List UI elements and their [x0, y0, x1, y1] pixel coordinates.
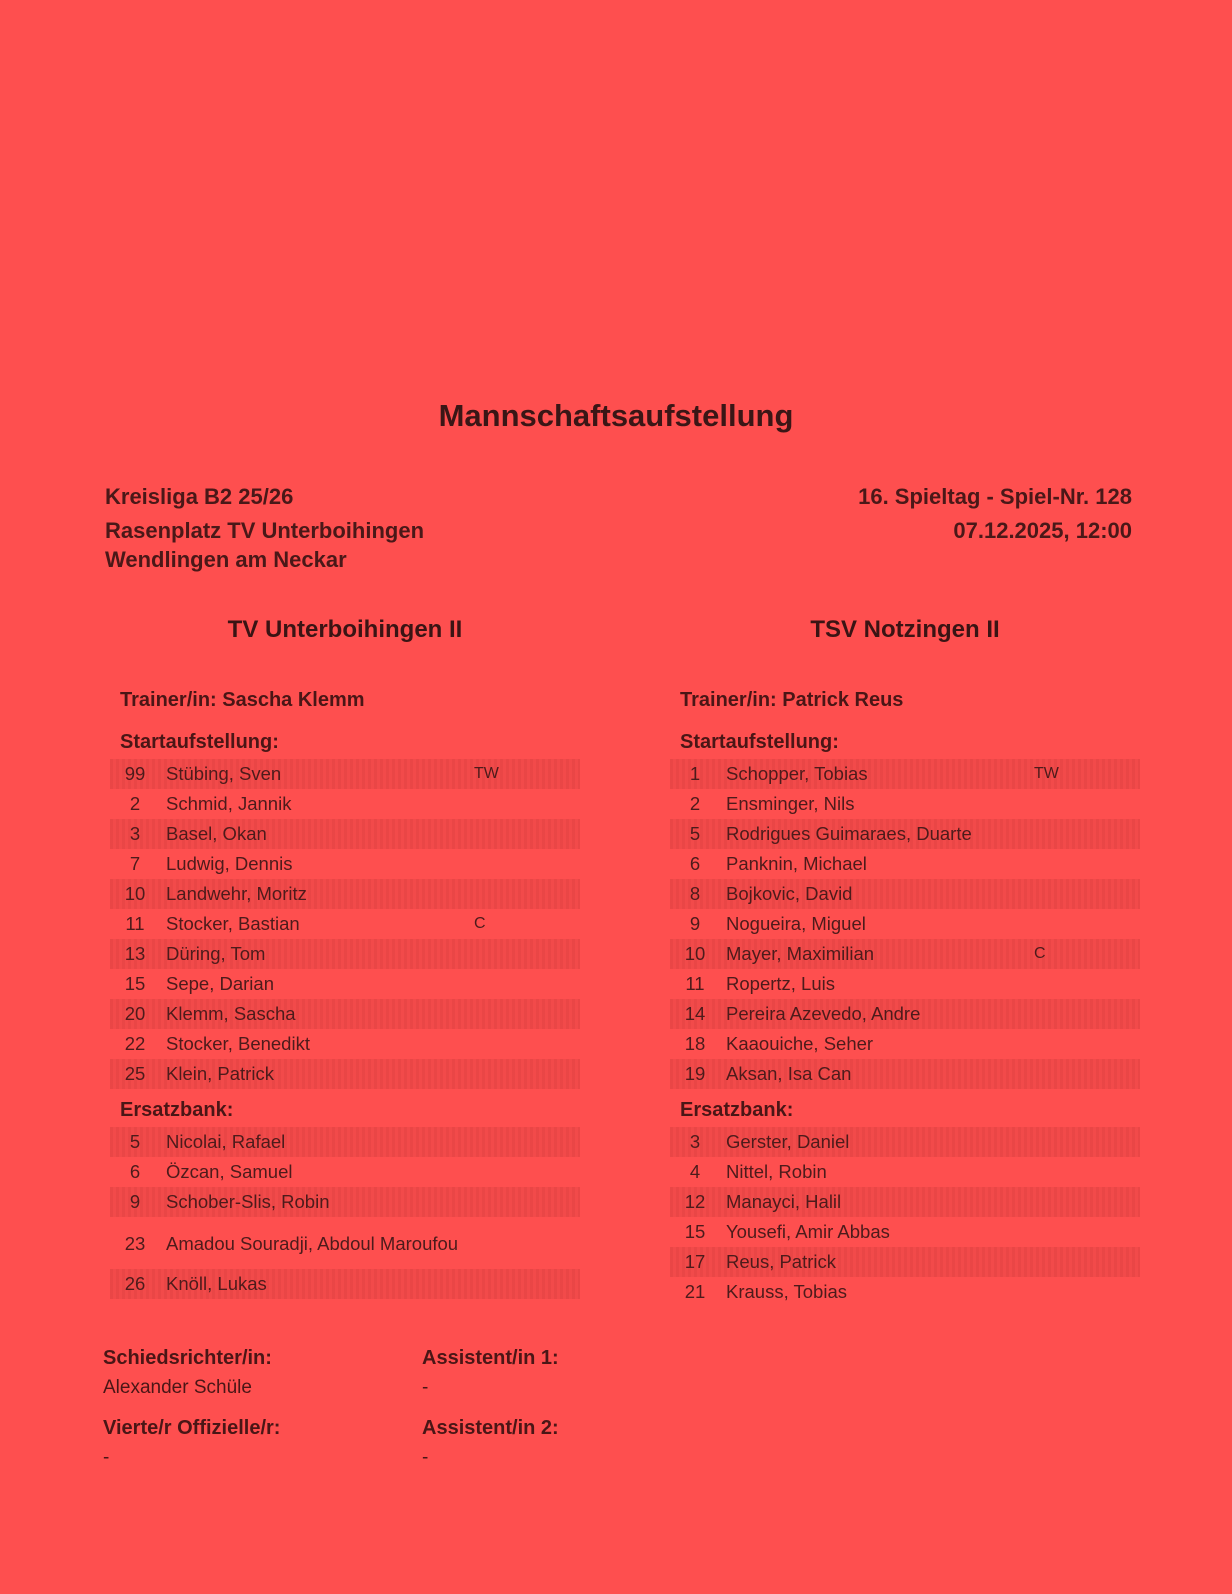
player-number: 4 — [689, 1161, 701, 1182]
away-team-lineup — [670, 615, 1140, 1307]
player-number: 25 — [124, 1063, 146, 1084]
player-number: 15 — [124, 973, 146, 994]
player-number: 5 — [129, 1131, 141, 1152]
player-name: Düring, Tom — [166, 943, 266, 964]
player-name: Kaaouiche, Seher — [726, 1033, 874, 1054]
player-number: 22 — [124, 1033, 146, 1054]
player-name: Basel, Okan — [166, 823, 267, 844]
venue-city: Wendlingen am Neckar — [105, 547, 347, 572]
referee-label: Schiedsrichter/in: — [103, 1347, 272, 1369]
player-number: 11 — [125, 913, 145, 934]
player-number: 19 — [684, 1063, 706, 1084]
venue-name: Rasenplatz TV Unterboihingen — [105, 518, 425, 543]
player-row — [670, 999, 1140, 1029]
match-info-left — [105, 480, 424, 578]
fourth-official-label: Vierte/r Offizielle/r: — [103, 1417, 281, 1439]
page-title: Mannschaftsaufstellung — [438, 398, 794, 433]
player-row — [670, 1217, 1140, 1247]
player-row — [670, 789, 1140, 819]
player-number: 10 — [124, 883, 146, 904]
player-name: Pereira Azevedo, Andre — [726, 1003, 921, 1024]
player-name: Ropertz, Luis — [726, 973, 835, 994]
assistant1-name: - — [422, 1377, 429, 1398]
player-number: 6 — [129, 1161, 141, 1182]
player-number: 3 — [689, 1131, 701, 1152]
player-name: Schmid, Jannik — [166, 793, 292, 814]
player-name: Ludwig, Dennis — [166, 853, 293, 874]
player-number: 1 — [689, 763, 701, 784]
player-row — [110, 939, 580, 969]
assistant1-label: Assistent/in 1: — [422, 1347, 559, 1369]
player-number: 15 — [684, 1221, 706, 1242]
player-row — [110, 999, 580, 1029]
player-row — [670, 1059, 1140, 1089]
away-starters-list — [670, 759, 1140, 1089]
player-row — [110, 1269, 580, 1299]
player-row — [670, 969, 1140, 999]
player-number: 12 — [684, 1191, 706, 1212]
player-role: C — [474, 915, 486, 932]
player-name: Knöll, Lukas — [166, 1273, 267, 1294]
officials-right — [422, 1343, 559, 1483]
player-role: C — [1034, 945, 1046, 962]
player-row — [670, 1127, 1140, 1157]
player-name: Krauss, Tobias — [726, 1281, 847, 1302]
player-row — [670, 849, 1140, 879]
home-bench-heading: Ersatzbank: — [120, 1099, 234, 1121]
player-name: Amadou Souradji, Abdoul Maroufou — [166, 1232, 459, 1254]
player-row — [670, 1247, 1140, 1277]
home-team-lineup — [110, 615, 580, 1299]
player-role: TW — [474, 765, 499, 782]
player-row — [670, 1277, 1140, 1307]
player-number: 21 — [684, 1281, 706, 1302]
league-name: Kreisliga B2 25/26 — [105, 484, 294, 509]
referee-name: Alexander Schüle — [103, 1377, 252, 1398]
player-name: Klein, Patrick — [166, 1063, 274, 1084]
player-row — [110, 759, 580, 789]
player-name: Sepe, Darian — [166, 973, 274, 994]
player-name: Nogueira, Miguel — [726, 913, 866, 934]
player-row — [670, 1029, 1140, 1059]
home-trainer: Trainer/in: Sascha Klemm — [120, 689, 365, 711]
player-row — [670, 1157, 1140, 1187]
player-name: Bojkovic, David — [726, 883, 853, 904]
away-bench-heading: Ersatzbank: — [680, 1099, 794, 1121]
player-row — [670, 909, 1140, 939]
player-row — [110, 1127, 580, 1157]
player-row — [110, 879, 580, 909]
player-name: Nittel, Robin — [726, 1161, 827, 1182]
player-number: 14 — [684, 1003, 706, 1024]
player-name: Panknin, Michael — [726, 853, 867, 874]
player-number: 13 — [124, 943, 146, 964]
player-name: Mayer, Maximilian — [726, 943, 875, 964]
player-name: Aksan, Isa Can — [726, 1063, 852, 1084]
assistant2-name: - — [422, 1447, 429, 1468]
player-number: 7 — [129, 853, 141, 874]
player-row — [110, 1157, 580, 1187]
away-trainer: Trainer/in: Patrick Reus — [680, 689, 904, 711]
player-name: Gerster, Daniel — [726, 1131, 850, 1152]
player-name: Ensminger, Nils — [726, 793, 855, 814]
player-number: 20 — [124, 1003, 146, 1024]
player-name: Özcan, Samuel — [166, 1161, 293, 1182]
player-row — [110, 849, 580, 879]
home-bench-list — [110, 1127, 580, 1299]
player-number: 11 — [685, 973, 705, 994]
match-datetime: 07.12.2025, 12:00 — [953, 518, 1132, 543]
player-number: 17 — [684, 1251, 706, 1272]
match-info-right — [858, 480, 1132, 548]
player-row — [110, 819, 580, 849]
player-row — [110, 909, 580, 939]
player-name: Klemm, Sascha — [166, 1003, 296, 1024]
assistant2-label: Assistent/in 2: — [422, 1417, 559, 1439]
player-name: Stocker, Bastian — [166, 913, 300, 934]
player-row — [110, 789, 580, 819]
player-name: Manayci, Halil — [726, 1191, 842, 1212]
player-name: Yousefi, Amir Abbas — [726, 1221, 890, 1242]
player-number: 9 — [689, 913, 701, 934]
fourth-official-name: - — [103, 1447, 110, 1468]
home-starters-list — [110, 759, 580, 1089]
player-row — [110, 969, 580, 999]
player-name: Stocker, Benedikt — [166, 1033, 310, 1054]
player-number: 9 — [129, 1191, 141, 1212]
player-number: 26 — [124, 1273, 146, 1294]
player-row — [110, 1187, 580, 1217]
player-row — [110, 1029, 580, 1059]
matchday: 16. Spieltag - Spiel-Nr. 128 — [858, 484, 1132, 509]
home-starters-heading: Startaufstellung: — [120, 731, 279, 753]
officials-left — [103, 1343, 280, 1483]
player-role: TW — [1034, 765, 1059, 782]
player-number: 18 — [684, 1033, 706, 1054]
player-row — [670, 1187, 1140, 1217]
player-row — [670, 879, 1140, 909]
player-name: Stübing, Sven — [166, 763, 282, 784]
player-name: Rodrigues Guimaraes, Duarte — [726, 823, 972, 844]
player-name: Reus, Patrick — [726, 1251, 837, 1272]
player-name: Nicolai, Rafael — [166, 1131, 286, 1152]
player-number: 99 — [124, 763, 146, 784]
player-number: 2 — [129, 793, 141, 814]
player-row — [670, 939, 1140, 969]
player-number: 2 — [689, 793, 701, 814]
player-number: 6 — [689, 853, 701, 874]
player-number: 3 — [129, 823, 141, 844]
player-row — [670, 759, 1140, 789]
player-number: 10 — [684, 943, 706, 964]
away-team-name: TSV Notzingen II — [810, 616, 1000, 643]
player-number: 8 — [689, 883, 701, 904]
player-name: Schober-Slis, Robin — [166, 1191, 330, 1212]
player-name: Schopper, Tobias — [726, 763, 868, 784]
away-starters-heading: Startaufstellung: — [680, 731, 839, 753]
player-row — [110, 1059, 580, 1089]
player-number: 23 — [124, 1232, 146, 1254]
home-team-name: TV Unterboihingen II — [227, 616, 463, 643]
away-bench-list — [670, 1127, 1140, 1307]
player-number: 5 — [689, 823, 701, 844]
player-name: Landwehr, Moritz — [166, 883, 307, 904]
player-row — [670, 819, 1140, 849]
player-row — [110, 1217, 580, 1269]
